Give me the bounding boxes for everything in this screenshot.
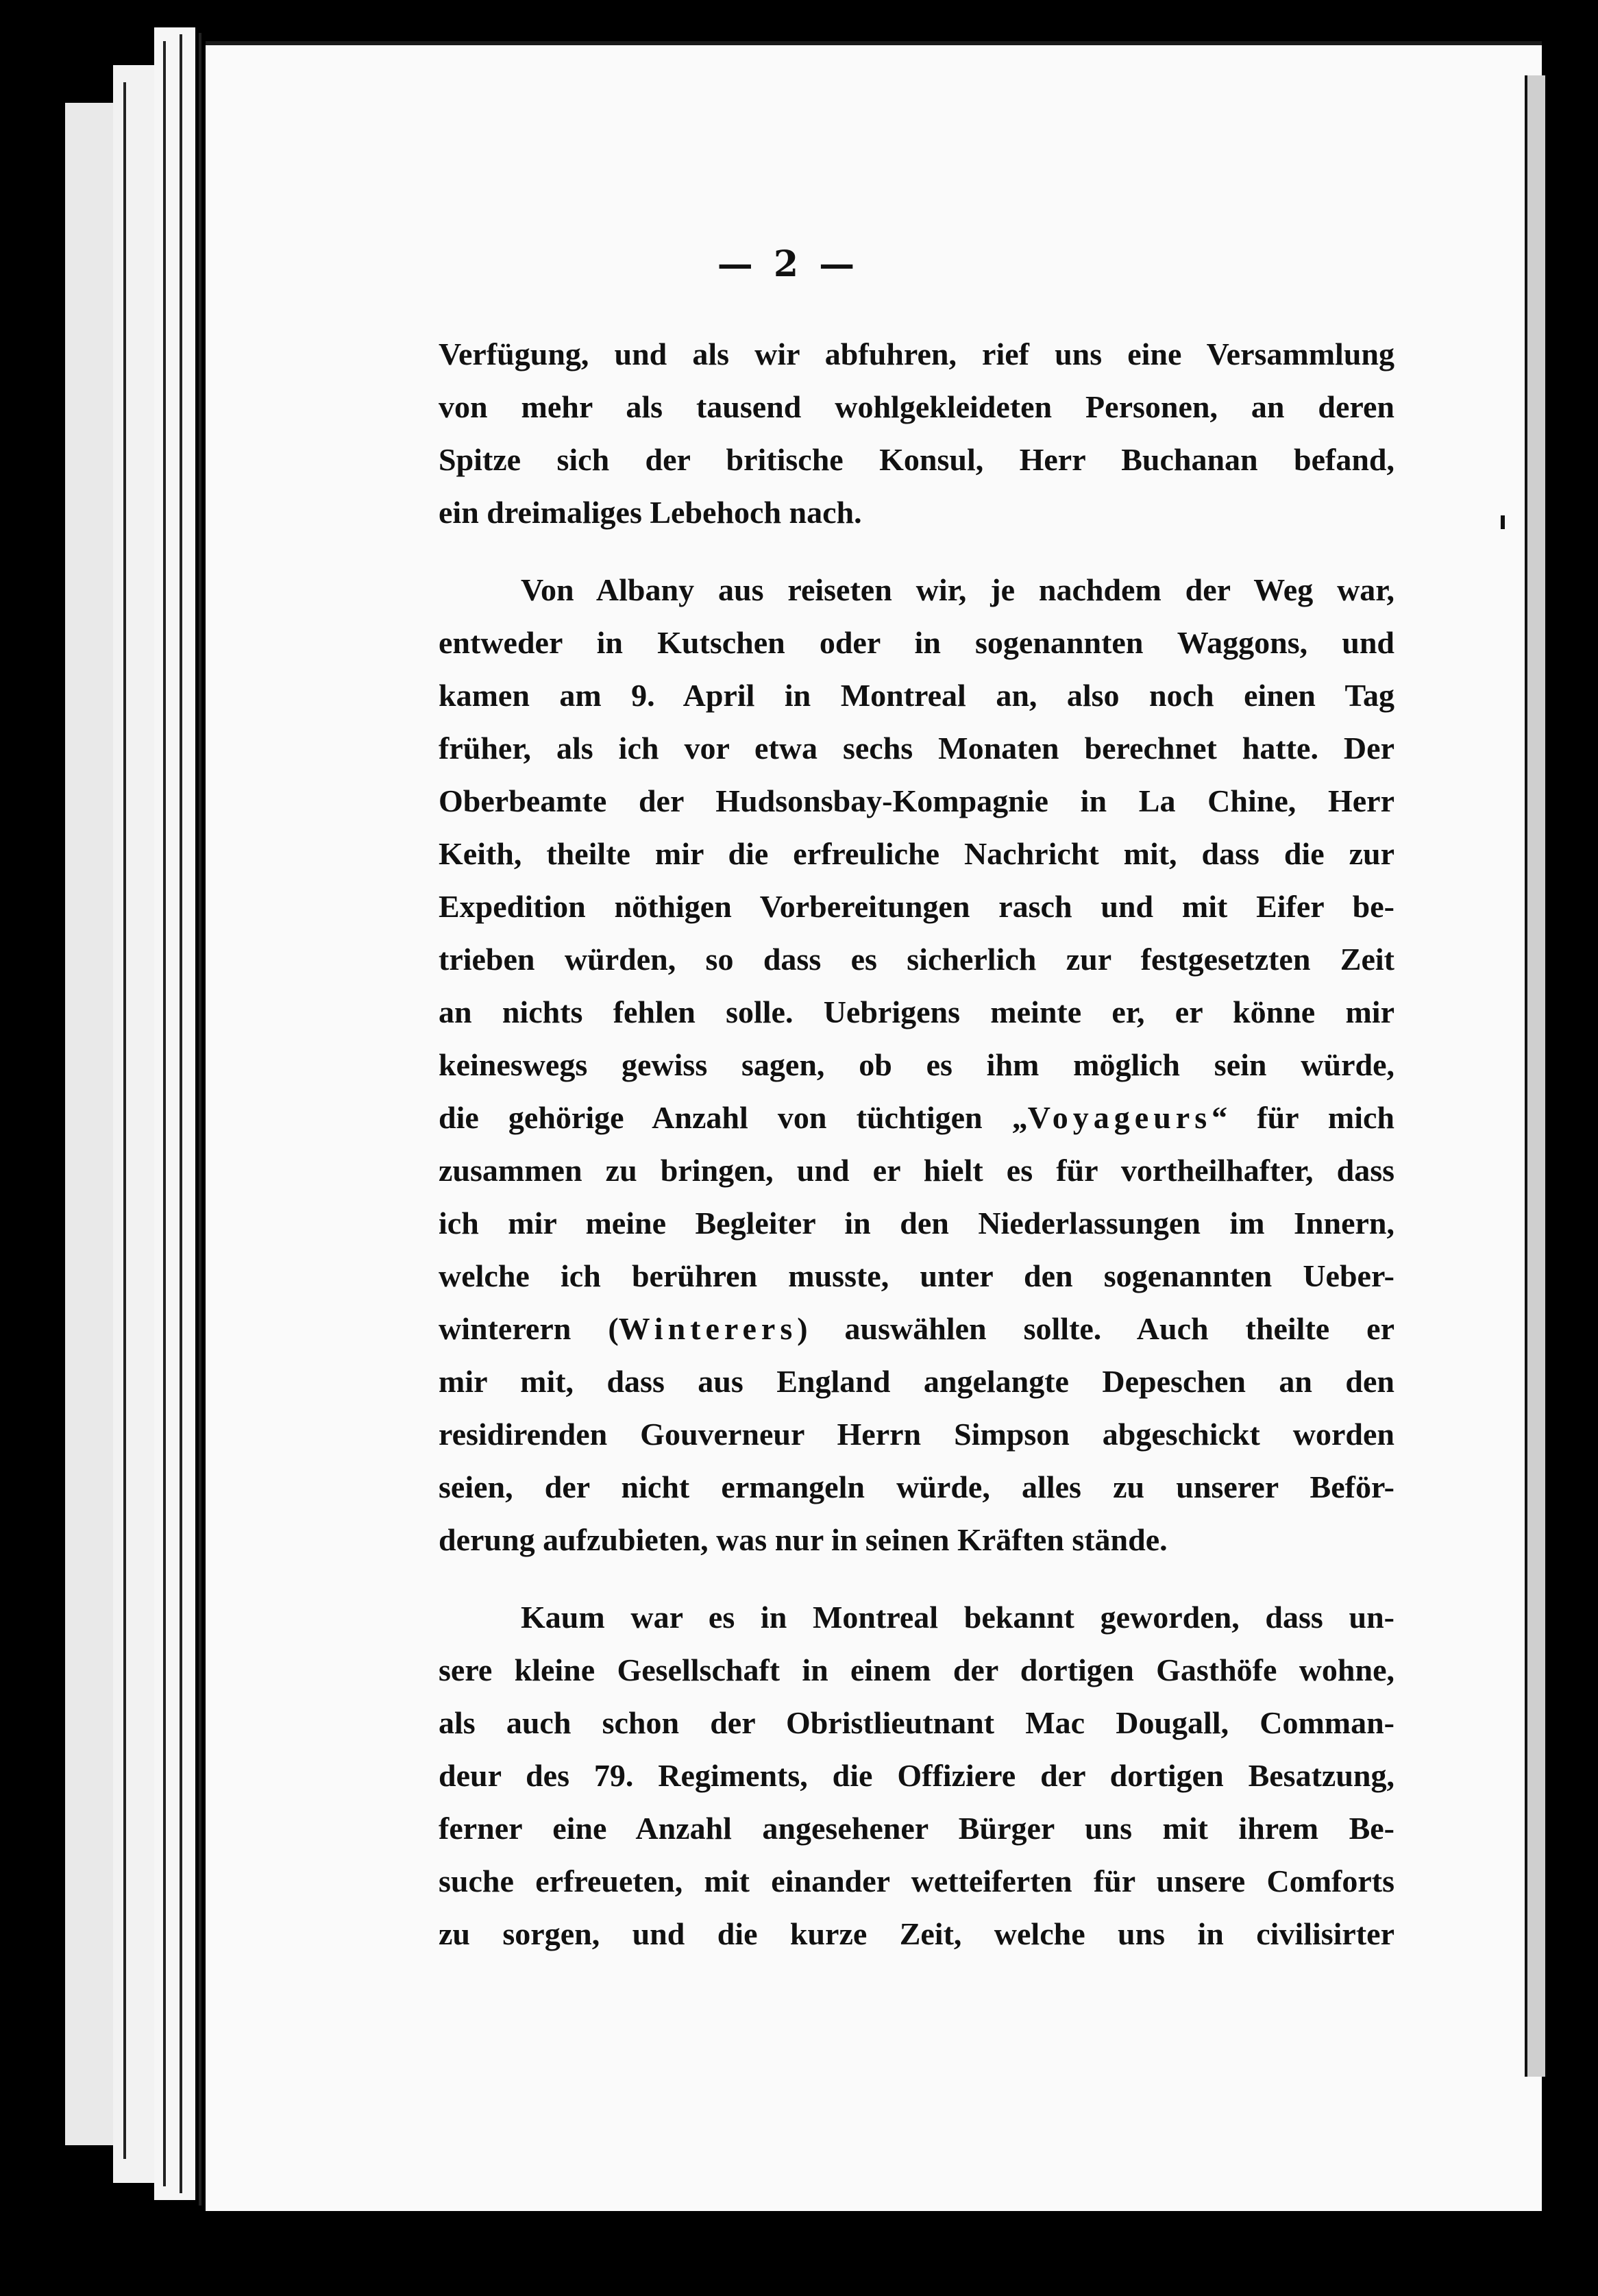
page-number: — 2 — [717, 243, 859, 285]
text-line: residirenden Gouverneur Herrn Simpson abgeschickt worden [439, 1417, 1394, 1452]
text-line: trieben würden, so dass es sicherlich zur festgesetzten Zeit [439, 942, 1394, 977]
paragraph [439, 563, 1394, 1566]
text-line: an nichts fehlen solle. Uebrigens meinte er, er könne mir [439, 994, 1394, 1029]
text-line: Keith, theilte mir die erfreuliche Nachricht mit, dass die zur [439, 836, 1394, 871]
text-line: suche erfreueten, mit einander wetteiferten für unsere Comforts [439, 1864, 1394, 1898]
text-line: Kaum war es in Montreal bekannt geworden, dass un- [521, 1600, 1394, 1635]
text-line: zusammen zu bringen, und er hielt es für vortheilhafter, dass [439, 1153, 1394, 1188]
text-line: welche ich berühren musste, unter den sogenannten Ueber- [439, 1258, 1394, 1293]
page-edge-line [180, 34, 182, 2193]
text-line: Oberbeamte der Hudsonsbay-Kompagnie in La Chine, Herr [439, 783, 1394, 818]
text-line: zu sorgen, und die kurze Zeit, welche uns in civilisirter [439, 1916, 1394, 1951]
page-right-edge [1525, 75, 1548, 2077]
page-edge-line [123, 82, 126, 2159]
text-line: kamen am 9. April in Montreal an, also noch einen Tag [439, 678, 1394, 713]
text-line: entweder in Kutschen oder in sogenannten Waggons, und [439, 625, 1394, 660]
paragraph [439, 328, 1394, 539]
page-edge [154, 27, 195, 2200]
text-line: als auch schon der Obristlieutnant Mac Dougall, Comman- [439, 1705, 1394, 1740]
text-line: Von Albany aus reiseten wir, je nachdem der Weg war, [521, 572, 1394, 607]
text-line: sere kleine Gesellschaft in einem der dortigen Gasthöfe wohne, [439, 1652, 1394, 1687]
text-line: früher, als ich vor etwa sechs Monaten berechnet hatte. Der [439, 731, 1394, 766]
spaced-word: Winterers [618, 1311, 798, 1346]
spaced-word: Voyageurs [1027, 1100, 1212, 1135]
text-line: Spitze sich der britische Konsul, Herr Buchanan befand, [439, 442, 1394, 477]
text-line: von mehr als tausend wohlgekleideten Personen, an deren [439, 389, 1394, 424]
body-text [439, 328, 1394, 1960]
text-line: derung aufzubieten, was nur in seinen Kräften stände. [439, 1522, 1168, 1557]
page-edge [65, 103, 120, 2145]
page-edge-line [199, 33, 201, 2206]
text-line: winterern (Winterers) auswählen sollte. Auch theilte er [439, 1311, 1395, 1346]
text-line: Expedition nöthigen Vorbereitungen rasch und mit Eifer be- [439, 889, 1394, 924]
ink-mark [1501, 515, 1505, 529]
scan-background [1545, 62, 1598, 2118]
text-line: mir mit, dass aus England angelangte Depeschen an den [439, 1364, 1394, 1399]
text-line: ein dreimaliges Lebehoch nach. [439, 495, 862, 530]
text-line: keineswegs gewiss sagen, ob es ihm möglich sein würde, [439, 1047, 1394, 1082]
text-line: Verfügung, und als wir abfuhren, rief uns eine Versammlung [439, 337, 1394, 371]
paragraph [439, 1591, 1394, 1960]
text-line: die gehörige Anzahl von tüchtigen „Voyageurs“ für mich [439, 1100, 1394, 1135]
page-edge-line [163, 41, 166, 2186]
text-line: deur des 79. Regiments, die Offiziere der dortigen Besatzung, [439, 1758, 1394, 1793]
text-line: ich mir meine Begleiter in den Niederlassungen im Innern, [439, 1206, 1394, 1241]
text-line: ferner eine Anzahl angesehener Bürger uns mit ihrem Be- [439, 1811, 1394, 1846]
text-line: seien, der nicht ermangeln würde, alles zu unserer Beför- [439, 1469, 1394, 1504]
